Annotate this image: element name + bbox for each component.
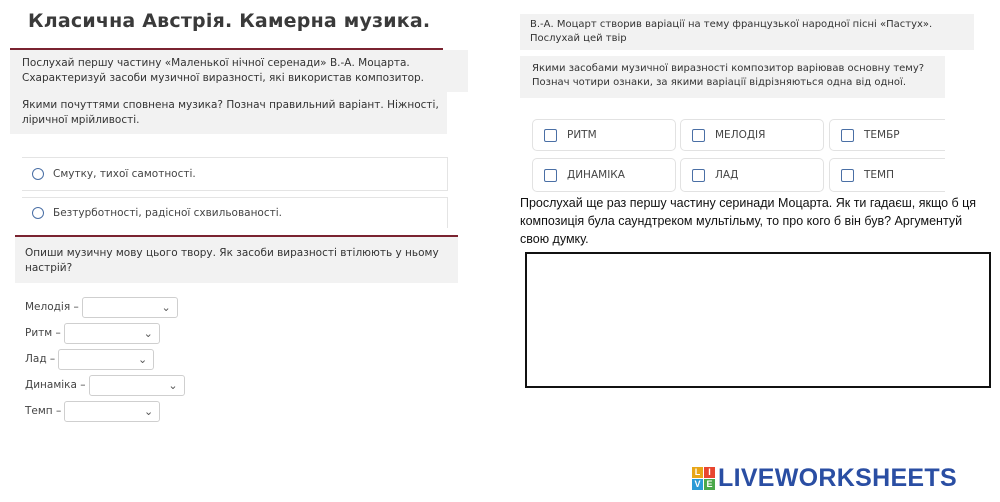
checkbox-timbre[interactable] <box>829 119 945 151</box>
variations-intro: В.-А. Моцарт створив варіації на тему французької народної пісні «Пастух». Послухай цей твір <box>530 19 933 44</box>
checkbox-label: МЕЛОДІЯ <box>715 129 766 141</box>
field-label: Лад – <box>25 353 56 365</box>
chevron-down-icon: ⌄ <box>137 352 148 366</box>
radio-button[interactable] <box>32 168 44 180</box>
field-label: Динаміка – <box>25 379 86 391</box>
checkbox-mode[interactable] <box>680 158 824 192</box>
field-melody <box>25 296 185 318</box>
liveworksheets-logo <box>692 464 957 493</box>
checkbox-dynamics[interactable] <box>532 158 676 192</box>
checkbox-label: РИТМ <box>567 129 597 141</box>
chevron-down-icon: ⌄ <box>143 326 153 340</box>
variations-question: Якими засобами музичної виразності композитор варіював основну тему? Познач чотири ознаки, за якими варіації відрізняються одна від одної. <box>532 63 925 88</box>
variations-intro-box <box>520 14 974 50</box>
radio-option-1[interactable] <box>22 157 448 191</box>
task1-prompt: Послухай першу частину «Маленької нічної серенади» В.-А. Моцарта. Схарактеризуй засоби музичної виразності, які використав композитор. <box>22 57 425 84</box>
field-rhythm <box>25 322 185 344</box>
task2-prompt-box <box>15 237 458 283</box>
task1-question-box <box>10 92 447 134</box>
answer-textbox[interactable] <box>525 252 991 388</box>
task1-prompt-box <box>10 50 468 92</box>
field-tempo <box>25 400 185 422</box>
chevron-down-icon: ⌄ <box>168 378 178 392</box>
logo-letter: L <box>692 467 703 478</box>
chevron-down-icon: ⌄ <box>161 300 171 314</box>
checkbox-label: ДИНАМІКА <box>567 169 625 181</box>
task3-prompt: Прослухай ще раз першу частину серинади Моцарта. Як ти гадаєш, якщо б ця композиція була саундтреком мультільму, то про кого б він був? Аргументуй свою думку. <box>520 196 977 246</box>
checkbox-label: ЛАД <box>715 169 739 181</box>
rhythm-select[interactable] <box>64 323 160 344</box>
checkbox[interactable] <box>841 129 854 142</box>
radio-button[interactable] <box>32 207 44 219</box>
checkbox[interactable] <box>841 169 854 182</box>
task2-prompt: Опиши музичну мову цього твору. Як засоби виразності втілюють у ньому настрій? <box>25 247 439 274</box>
page-title: Класична Австрія. Камерна музика. <box>28 10 431 32</box>
radio-option-2[interactable] <box>22 197 448 228</box>
checkbox-label: ТЕМП <box>864 169 895 181</box>
field-dynamics <box>25 374 185 396</box>
field-label: Мелодія – <box>25 301 79 313</box>
field-label: Ритм – <box>25 327 61 339</box>
task2-fields <box>25 296 185 422</box>
melody-select[interactable] <box>82 297 178 318</box>
logo-letter: E <box>704 479 715 490</box>
field-label: Темп – <box>25 405 62 417</box>
logo-letter: I <box>704 467 715 478</box>
option-label: Безтурботності, радісної схвильованості. <box>53 207 283 219</box>
tempo-select[interactable] <box>64 401 160 422</box>
variations-question-box <box>520 56 945 98</box>
live-logo-icon <box>692 467 715 490</box>
task1-question: Якими почуттями сповнена музика? Познач правильний варіант. Ніжності, ліричної мрійливості. <box>22 99 439 126</box>
chevron-down-icon: ⌄ <box>144 404 154 418</box>
checkbox-tempo[interactable] <box>829 158 945 192</box>
option-label: Смутку, тихої самотності. <box>53 168 196 180</box>
checkbox-melody[interactable] <box>680 119 824 151</box>
checkbox-label: ТЕМБР <box>864 129 900 141</box>
checkbox-rhythm[interactable] <box>532 119 676 151</box>
checkbox[interactable] <box>692 169 705 182</box>
logo-letter: V <box>692 479 703 490</box>
checkbox[interactable] <box>544 169 557 182</box>
mode-select[interactable] <box>58 349 154 370</box>
checkbox[interactable] <box>544 129 557 142</box>
dynamics-select[interactable] <box>89 375 185 396</box>
checkbox[interactable] <box>692 129 705 142</box>
field-mode <box>25 348 185 370</box>
logo-text: LIVEWORKSHEETS <box>718 464 957 492</box>
